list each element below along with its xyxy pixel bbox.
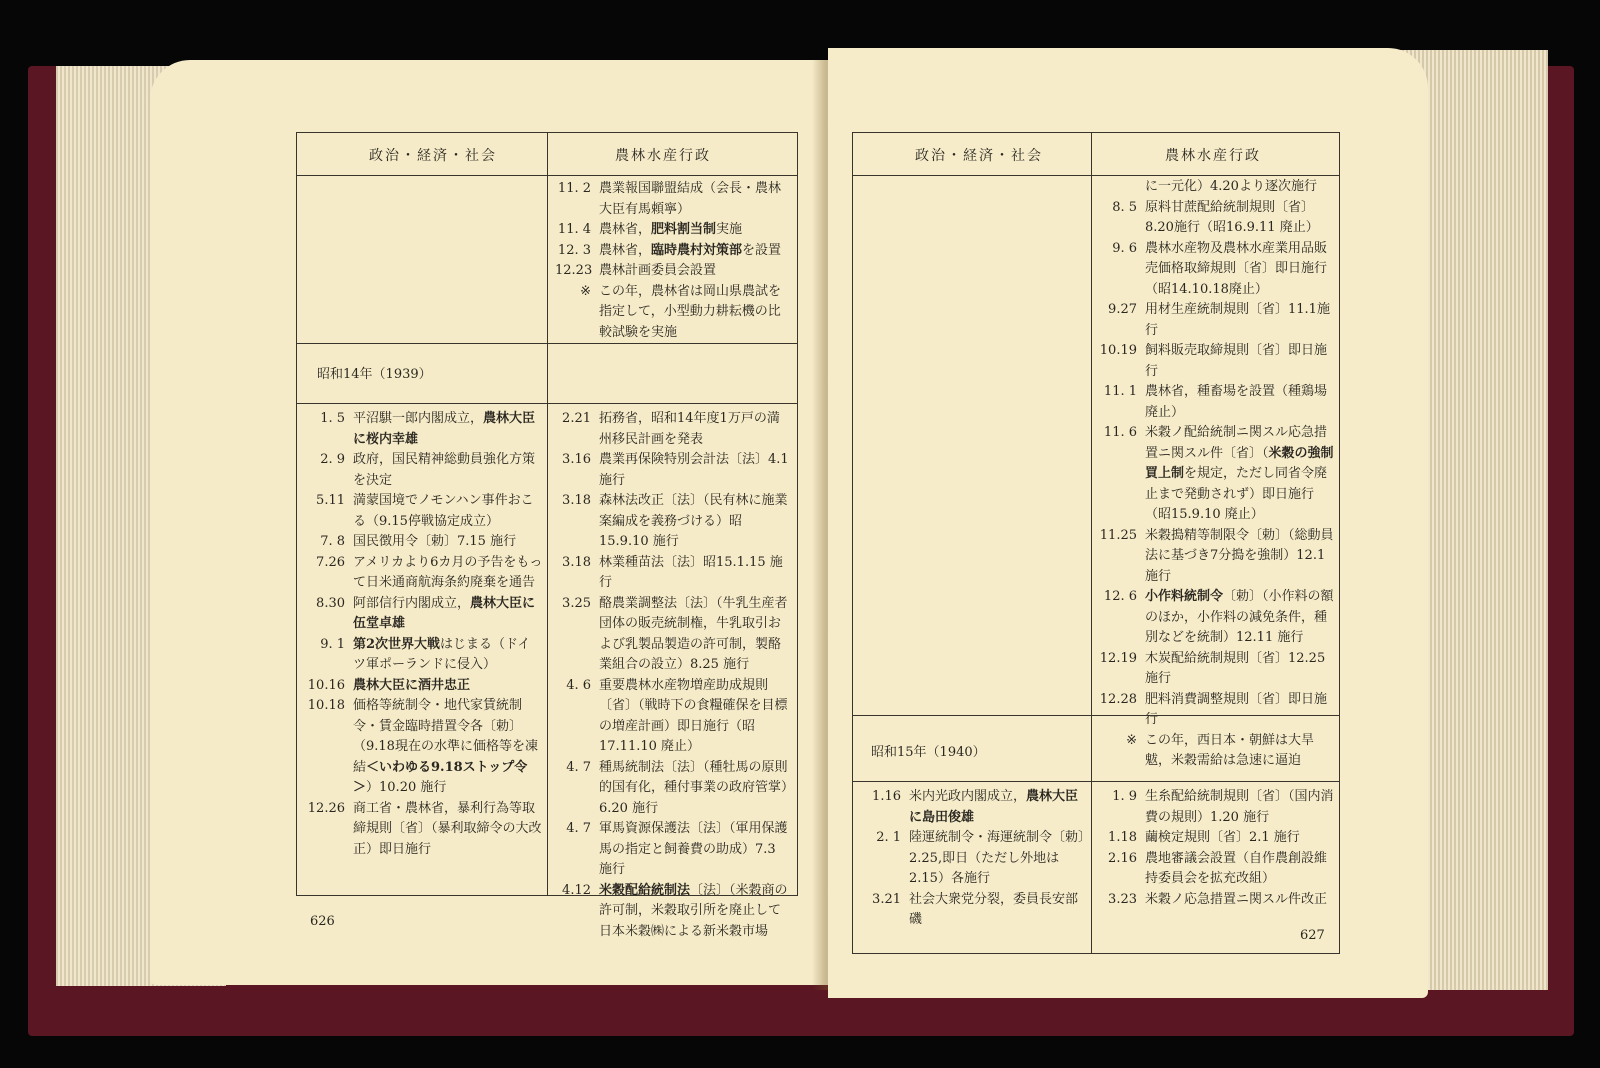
- entry-date: 1. 9: [1112, 789, 1137, 804]
- chronology-entry: [1097, 300, 1335, 341]
- entry-date: 4.12: [562, 882, 591, 898]
- entry-date: 3.18: [562, 493, 591, 508]
- entry-emphasis: 臨時農村対策部: [651, 242, 743, 258]
- chronology-entry: [1097, 177, 1335, 198]
- chronology-entry: [1097, 690, 1335, 731]
- chronology-entry: [305, 635, 543, 676]
- chronology-entry: [1097, 787, 1335, 828]
- entry-emphasis: 米穀配給統制法: [599, 882, 691, 898]
- entry-text: 米穀配給統制法〔法〕（米穀商の許可制，米穀取引所を廃止して日本米穀㈱による新米穀市場: [599, 882, 788, 939]
- chronology-entry: [555, 676, 791, 758]
- entry-text: 米穀ノ応急措置ニ関スル件改正: [1145, 891, 1328, 907]
- entry-date: 2. 9: [320, 452, 345, 467]
- chronology-entry: [863, 890, 1087, 931]
- chronology-entry: [555, 241, 791, 262]
- entry-text: 飼料販売取締規則〔省〕即日施行: [1145, 343, 1328, 379]
- entry-text: 米穀搗精等制限令〔勅〕（総動員法に基づき7分搗を強制）12.1 施行: [1145, 527, 1334, 584]
- entry-date: 11. 1: [1103, 384, 1137, 399]
- entry-date: 3.21: [872, 891, 901, 907]
- chronology-entry: [1097, 382, 1335, 423]
- chronology-entry: [1097, 198, 1335, 239]
- chronology-entry: [555, 491, 791, 553]
- entry-text: 農林省，肥料割当制実施: [599, 222, 743, 237]
- entry-text: 商工省・農林省，暴利行為等取締規則〔省〕（暴利取締令の大改正）即日施行: [353, 800, 542, 857]
- chronology-entry: [1097, 239, 1335, 301]
- header-politics: 政治・経済・社会: [915, 148, 1043, 164]
- entry-date: 12. 3: [557, 242, 591, 258]
- chronology-entry: [555, 758, 791, 820]
- entry-date: 11. 2: [557, 181, 591, 196]
- entry-emphasis: 農林大臣に伍堂卓雄: [353, 595, 536, 631]
- chronology-entry: [555, 179, 791, 220]
- entry-emphasis: 米穀の強制買上制: [1145, 445, 1334, 481]
- entry-text: 用材生産統制規則〔省〕11.1施行: [1145, 302, 1330, 338]
- page-number-right: 627: [1300, 928, 1325, 943]
- chronology-entry: [863, 828, 1087, 890]
- entry-date: 1.16: [872, 789, 901, 804]
- chronology-entry: [555, 881, 791, 943]
- entry-text: 米穀ノ配給統制ニ関スル応急措置ニ関スル件〔省〕（米穀の強制買上制を規定，ただし同省令廃止まで発動されず）即日施行（昭15.9.10 廃止）: [1145, 425, 1334, 522]
- right-col2-entries: [1097, 787, 1335, 910]
- chronology-entry: [305, 491, 543, 532]
- entry-text: 森林法改正〔法〕（民有林に施業案編成を義務づける）昭15.9.10 施行: [599, 493, 788, 549]
- entry-text: 林業種苗法〔法〕昭15.1.15 施行: [599, 554, 783, 590]
- entry-text: 農業再保険特別会計法〔法〕4.1 施行: [599, 452, 789, 488]
- entry-text: 繭検定規則〔省〕2.1 施行: [1145, 830, 1300, 845]
- entry-date: 10.18: [307, 698, 345, 713]
- entry-text: 軍馬資源保護法〔法〕（軍用保護馬の指定と飼養費の助成）7.3 施行: [599, 821, 788, 877]
- chronology-entry: [555, 220, 791, 241]
- entry-text: 満蒙国境でノモンハン事件おこる（9.15停戦協定成立）: [353, 493, 534, 529]
- chronology-entry: [1097, 526, 1335, 588]
- entry-date: 10.19: [1099, 343, 1137, 358]
- entry-date: 3.18: [562, 554, 591, 570]
- entry-text: 農地審議会設置（自作農創設維持委員会を拡充改組）: [1145, 850, 1328, 886]
- entry-emphasis: ＜いわゆる9.18ストップ令＞: [353, 759, 528, 795]
- entry-date: 12.19: [1099, 650, 1137, 666]
- right-col2-top-entries: [1097, 177, 1335, 772]
- right-table-header: [853, 133, 1339, 176]
- chronology-entry: [1097, 731, 1335, 772]
- entry-date: 9. 6: [1112, 240, 1137, 256]
- header-politics: 政治・経済・社会: [369, 148, 497, 164]
- entry-date: 1.18: [1108, 830, 1137, 845]
- entry-text: 拓務省，昭和14年度1万戸の満州移民計画を発表: [599, 411, 780, 447]
- chronology-entry: [1097, 849, 1335, 890]
- entry-text: 農林省，臨時農村対策部を設置: [599, 242, 782, 258]
- entry-date: 1. 5: [320, 411, 345, 426]
- entry-date: 7. 8: [320, 534, 345, 549]
- chronology-entry: [555, 553, 791, 594]
- entry-text: 国民徴用令〔勅〕7.15 施行: [353, 534, 517, 549]
- page-number-left: 626: [310, 914, 335, 929]
- entry-date: 3.25: [562, 595, 591, 611]
- entry-text: 農業報国聯盟結成（会長・農林大臣有馬頼寧）: [599, 181, 782, 217]
- chronology-entry: [305, 532, 543, 553]
- entry-date: 3.16: [562, 452, 591, 467]
- entry-emphasis: 農林大臣に島田俊雄: [909, 789, 1079, 825]
- entry-text: 第2次世界大戦はじまる（ドイツ軍ポーランドに侵入）: [353, 636, 531, 672]
- entry-date: 11. 4: [557, 222, 591, 237]
- entry-emphasis: 肥料割当制: [651, 222, 717, 237]
- chronology-entry: [305, 553, 543, 594]
- left-col2-entries: [555, 409, 791, 942]
- entry-date: 11.25: [1099, 527, 1137, 543]
- entry-date: 9.27: [1108, 302, 1137, 317]
- entry-text: 阿部信行内閣成立，農林大臣に伍堂卓雄: [353, 595, 536, 631]
- entry-date: 12. 6: [1103, 589, 1137, 604]
- right-page: [828, 48, 1428, 998]
- entry-text: 米内光政内閣成立，農林大臣に島田俊雄: [909, 789, 1079, 825]
- entry-text: に一元化）4.20より逐次施行: [1145, 179, 1317, 194]
- chronology-entry: [555, 594, 791, 676]
- entry-text: 原料甘蔗配給統制規則〔省〕8.20施行（昭16.9.11 廃止）: [1145, 199, 1319, 235]
- chronology-entry: [1097, 649, 1335, 690]
- chronology-entry: [1097, 341, 1335, 382]
- entry-date: 3.23: [1108, 891, 1137, 907]
- entry-date: 9. 1: [320, 636, 345, 652]
- entry-date: 12.28: [1099, 691, 1137, 707]
- bleed-through-text: [305, 183, 535, 333]
- entry-emphasis: 農林大臣に酒井忠正: [353, 677, 471, 693]
- header-agri-admin: 農林水産行政: [615, 148, 711, 164]
- entry-text: 肥料消費調整規則〔省〕即日施行: [1145, 691, 1328, 727]
- entry-date: 12.23: [555, 263, 593, 278]
- entry-date: [1097, 177, 1145, 198]
- entry-text: 農林省，種畜場を設置（種鶏場廃止）: [1145, 384, 1328, 420]
- entry-text: 社会大衆党分裂，委員長安部磯: [909, 891, 1079, 927]
- entry-emphasis: 小作料統制令: [1145, 589, 1224, 604]
- header-agri-admin: 農林水産行政: [1165, 148, 1261, 164]
- entry-date: 10.16: [307, 677, 345, 693]
- entry-text: 平沼騏一郎内閣成立，農林大臣に桜内幸雄: [353, 411, 536, 447]
- entry-text: アメリカより6カ月の予告をもって日米通商航海条約廃棄を通告: [353, 554, 543, 590]
- entry-text: 農林計画委員会設置: [599, 263, 717, 278]
- entry-emphasis: 農林大臣に桜内幸雄: [353, 411, 536, 447]
- entry-text: 種馬統制法〔法〕（種牡馬の原則的国有化，種付事業の政府管掌）6.20 施行: [599, 759, 788, 816]
- entry-text: 政府，国民精神総動員強化方策を決定: [353, 452, 536, 488]
- entry-text: [353, 676, 543, 697]
- entry-date: 12.26: [307, 800, 345, 816]
- chronology-entry: [305, 594, 543, 635]
- entry-text: この年，農林省は岡山県農試を指定して，小型動力耕耘機の比較試験を実施: [599, 283, 782, 340]
- entry-text: この年，西日本・朝鮮は大旱魃，米穀需給は急速に逼迫: [1145, 732, 1315, 768]
- chronology-entry: [1097, 890, 1335, 911]
- entry-date: 2.21: [562, 411, 591, 426]
- chronology-entry: [555, 409, 791, 450]
- entry-date: 4. 7: [566, 759, 591, 775]
- top-right-entries: [555, 179, 791, 343]
- left-page: [150, 60, 830, 985]
- entry-text: 価格等統制令・地代家賃統制令・賃金臨時措置令各〔勅〕（9.18現在の水準に価格等を凍結＜いわゆる9.18ストップ令＞）10.20 施行: [353, 698, 538, 795]
- chronology-entry: [555, 282, 791, 344]
- chronology-entry: [1097, 587, 1335, 649]
- chronology-entry: [1097, 423, 1335, 526]
- entry-text: 小作料統制令〔勅〕（小作料の額のほか，小作料の減免条件，種別などを統制）12.11 施行: [1145, 589, 1334, 645]
- entry-text: 生糸配給統制規則〔省〕（国内消費の規則）1.20 施行: [1145, 789, 1334, 825]
- entry-emphasis: 第2次世界大戦: [353, 636, 441, 652]
- entry-date: 4. 6: [566, 677, 591, 693]
- entry-date: 4. 7: [566, 821, 591, 836]
- year-label-1939: 昭和14年（1939）: [317, 367, 432, 382]
- entry-date: ※: [580, 283, 591, 299]
- entry-date: 8. 5: [1112, 199, 1137, 215]
- entry-text: 木炭配給統制規則〔省〕12.25施行: [1145, 650, 1326, 686]
- chronology-entry: [305, 799, 543, 861]
- entry-date: 11. 6: [1103, 425, 1137, 440]
- entry-date: 5.11: [316, 493, 345, 508]
- chronology-entry: [555, 261, 791, 282]
- entry-text: 酪農業調整法〔法〕（牛乳生産者団体の販売統制権，牛乳取引および乳製品製造の許可制，製酪業組合の設立）8.25 施行: [599, 595, 788, 672]
- entry-text: 農林水産物及農林水産業用品販売価格取締規則〔省〕即日施行（昭14.10.18廃止）: [1145, 240, 1328, 297]
- entry-date: 8.30: [316, 595, 345, 611]
- entry-date: 7.26: [316, 554, 345, 570]
- entry-text: 陸運統制令・海運統制令〔勅〕2.25,即日（ただし外地は2.15）各施行: [909, 830, 1085, 886]
- entry-text: 重要農林水産物増産助成規則〔省〕（戦時下の食糧確保を目標の増産計画）即日施行（昭17.11.10 廃止）: [599, 677, 788, 754]
- chronology-entry: [305, 696, 543, 799]
- chronology-entry: [1097, 828, 1335, 849]
- chronology-entry: [305, 676, 543, 697]
- entry-date: ※: [1126, 732, 1137, 748]
- right-table: [852, 132, 1340, 954]
- chronology-entry: [555, 819, 791, 881]
- year-label-1940: 昭和15年（1940）: [871, 745, 986, 760]
- chronology-entry: [305, 409, 543, 450]
- chronology-entry: [863, 787, 1087, 828]
- right-col1-entries: [863, 787, 1087, 931]
- chronology-entry: [305, 450, 543, 491]
- left-col1-entries: [305, 409, 543, 860]
- chronology-entry: [555, 450, 791, 491]
- entry-date: 2. 1: [876, 830, 901, 845]
- entry-date: 2.16: [1108, 850, 1137, 866]
